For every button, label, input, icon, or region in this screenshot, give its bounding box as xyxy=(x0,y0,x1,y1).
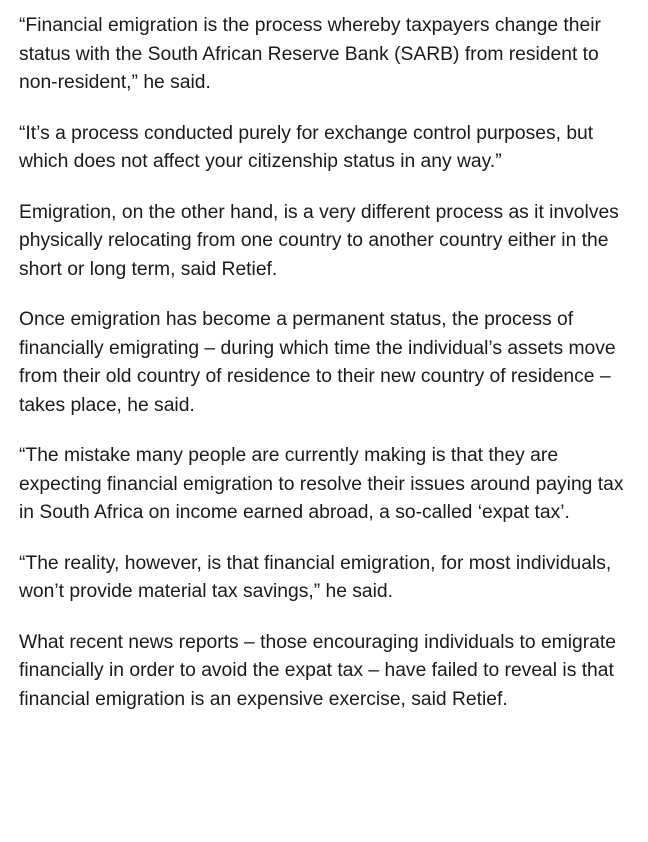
article-body xyxy=(19,12,631,736)
paragraph-permanent-status: Once emigration has become a permanent status, the process of financially emigrating – during which time the individual’s assets move from their old country of residence to their new country of residence – takes place, he said. xyxy=(19,309,616,416)
paragraph-expensive-exercise: What recent news reports – those encouraging individuals to emigrate financially in order to avoid the expat tax – have failed to reveal is that financial emigration is an expensive exercise, said Retief. xyxy=(19,631,616,710)
paragraph-financial-emigration-definition: “Financial emigration is the process whereby taxpayers change their status with the South African Reserve Bank (SARB) from resident to non-resident,” he said. xyxy=(19,15,601,93)
paragraph-emigration-relocation: Emigration, on the other hand, is a very different process as it involves physically relocating from one country to another country either in the short or long term, said Retief. xyxy=(19,201,619,280)
paragraph-exchange-control: “It’s a process conducted purely for exchange control purposes, but which does not affect your citizenship status in any way.” xyxy=(19,122,594,172)
paragraph-expat-tax-mistake: “The mistake many people are currently making is that they are expecting financial emigration to resolve their issues around paying tax in South Africa on income earned abroad, a so-called ‘expat tax’. xyxy=(19,445,624,523)
paragraph-tax-savings: “The reality, however, is that financial emigration, for most individuals, won’t provide material tax savings,” he said. xyxy=(19,552,612,602)
